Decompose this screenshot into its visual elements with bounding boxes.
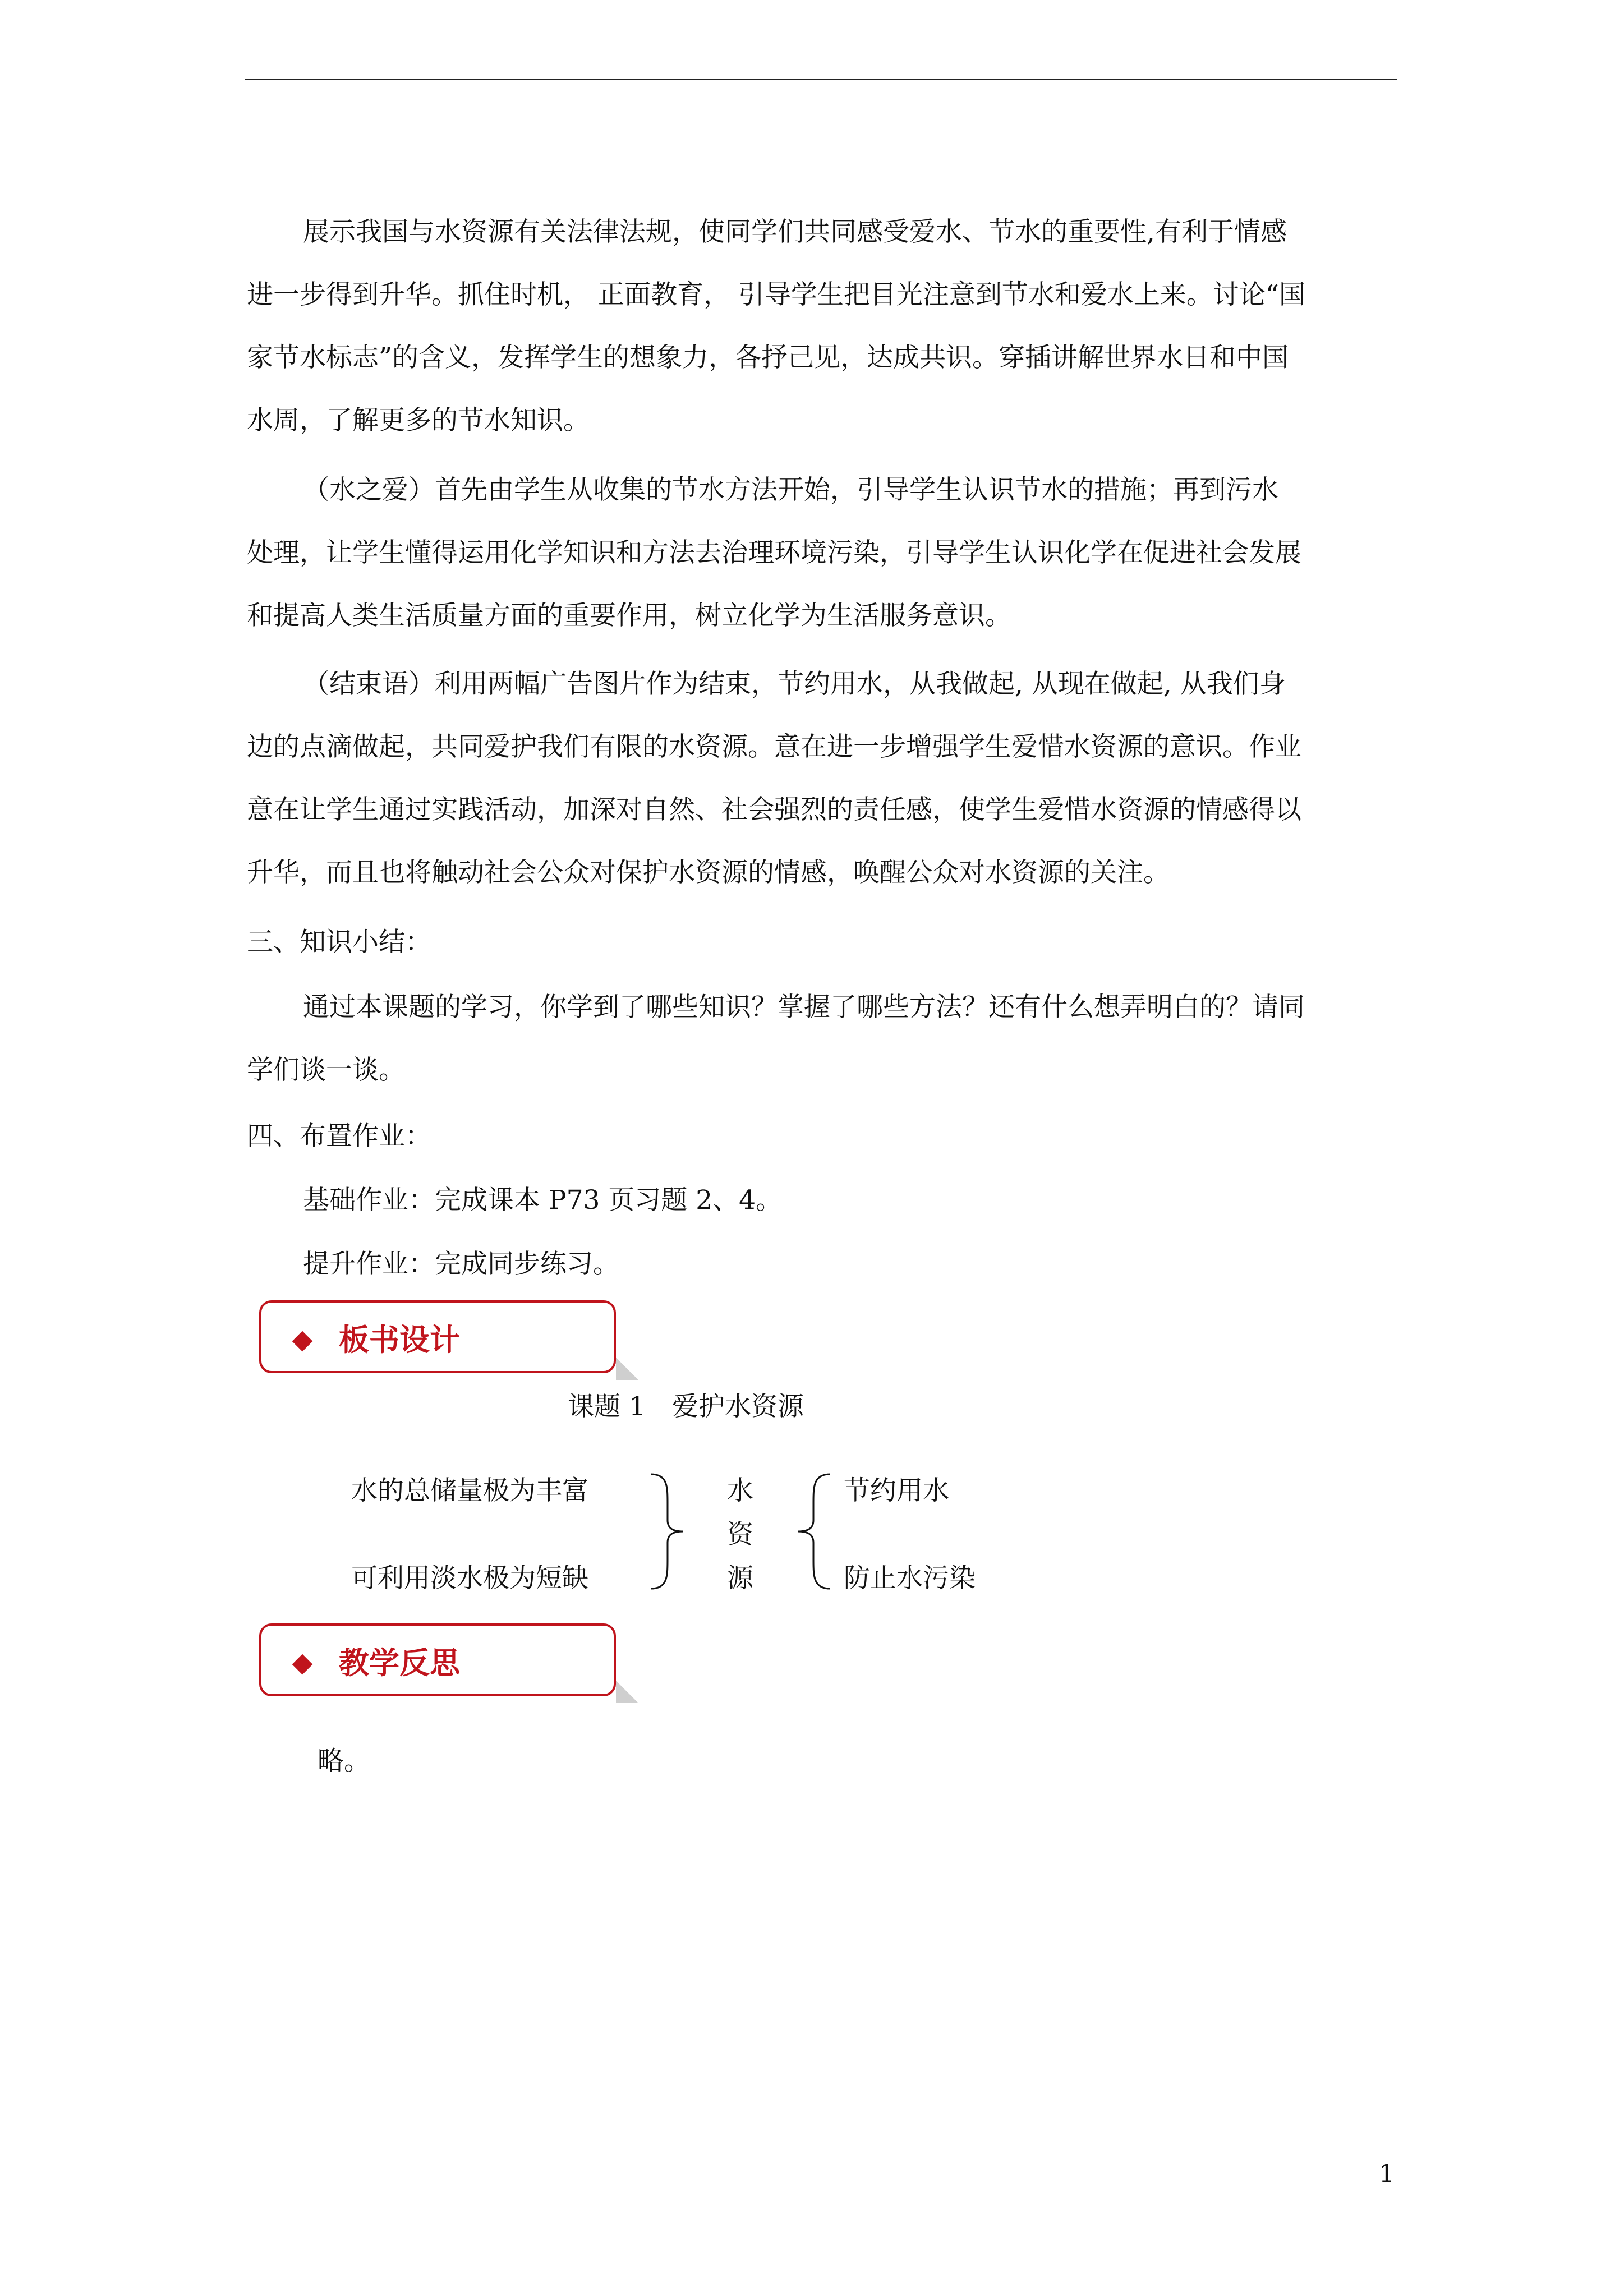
text-line: 学们谈一谈。 (247, 1055, 405, 1085)
text-line: 通过本课题的学习，你学到了哪些知识？掌握了哪些方法？还有什么想弄明白的？请同 (303, 992, 1305, 1023)
board-center-char: 水 (727, 1475, 753, 1506)
text-line: 升华，而且也将触动社会公众对保护水资源的情感，唤醒公众对水资源的关注。 (247, 857, 1170, 888)
text-line: 展示我国与水资源有关法律法规，使同学们共同感受爱水、节水的重要性,有利于情感 (303, 217, 1287, 247)
board-center-char: 资 (727, 1519, 753, 1550)
text-line: 处理，让学生懂得运用化学知识和方法去治理环境污染，引导学生认识化学在促进社会发展 (247, 537, 1301, 568)
text-line: 边的点滴做起，共同爱护我们有限的水资源。意在进一步增强学生爱惜水资源的意识。作业 (247, 731, 1301, 762)
board-topic: 课题 1 爱护水资源 (568, 1391, 804, 1422)
summary-paragraph (247, 976, 1397, 1102)
board-left-item: 可利用淡水极为短缺 (351, 1563, 588, 1594)
paragraph-1 (247, 201, 1397, 452)
board-design-header (259, 1300, 616, 1373)
reflection-text: 略。 (318, 1746, 370, 1777)
section-box-shadow (616, 1681, 638, 1703)
text-line: 和提高人类生活质量方面的重要作用，树立化学为生活服务意识。 (247, 600, 1011, 631)
text-line: 家节水标志”的含义，发挥学生的想象力，各抒己见，达成共识。穿插讲解世界水日和中国 (247, 342, 1289, 373)
section-title: 教学反思 (339, 1645, 460, 1681)
reflection-header (259, 1623, 616, 1696)
text-line: （结束语）利用两幅广告图片作为结束，节约用水，从我做起, 从现在做起, 从我们身 (303, 669, 1286, 700)
text-line: 水周，了解更多的节水知识。 (247, 405, 590, 436)
homework-advanced: 提升作业：完成同步练习。 (303, 1249, 619, 1280)
paragraph-2 (247, 459, 1397, 647)
text-line: （水之爱）首先由学生从收集的节水方法开始，引导学生认识节水的措施；再到污水 (303, 475, 1278, 505)
section-title: 板书设计 (339, 1322, 460, 1358)
homework-basic: 基础作业：完成课本 P73 页习题 2、4。 (303, 1185, 783, 1216)
summary-heading: 三、知识小结： (247, 927, 431, 958)
board-right-item: 防止水污染 (844, 1563, 976, 1594)
paragraph-3 (247, 653, 1397, 904)
header-rule (245, 79, 1397, 80)
diamond-icon (292, 1331, 313, 1352)
board-right-item: 节约用水 (844, 1475, 949, 1506)
brace-right-icon (645, 1470, 690, 1593)
brace-left-icon (791, 1470, 836, 1593)
homework-heading: 四、布置作业： (247, 1121, 431, 1152)
section-box-shadow (616, 1358, 638, 1380)
diamond-icon (292, 1654, 313, 1675)
text-line: 意在让学生通过实践活动，加深对自然、社会强烈的责任感，使学生爱惜水资源的情感得以 (247, 794, 1301, 825)
board-left-item: 水的总储量极为丰富 (351, 1475, 588, 1506)
page-number: 1 (1379, 2160, 1395, 2188)
text-line: 进一步得到升华。抓住时机， 正面教育， 引导学生把目光注意到节水和爱水上来。讨论“国 (247, 279, 1305, 310)
board-center-char: 源 (727, 1563, 753, 1594)
